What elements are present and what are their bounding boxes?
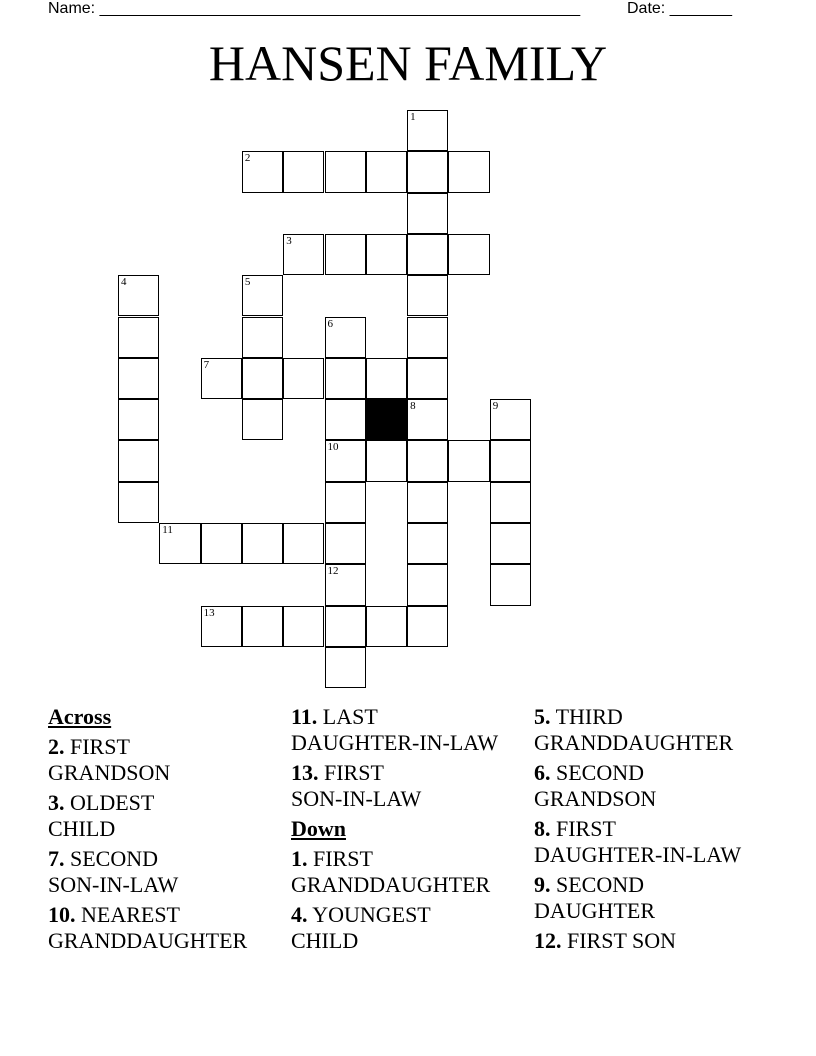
clue-number: 11.	[291, 704, 318, 729]
grid-cell[interactable]	[118, 275, 159, 316]
clue-text: THIRD	[555, 704, 623, 729]
grid-cell[interactable]	[407, 317, 448, 358]
clue-number: 3.	[48, 790, 65, 815]
grid-cell[interactable]	[490, 482, 531, 523]
grid-cell[interactable]	[325, 317, 366, 358]
clue-text-cont: GRANDDAUGHTER	[48, 928, 248, 953]
clue-number: 5.	[534, 704, 551, 729]
clue-text-cont: DAUGHTER	[534, 898, 655, 923]
clue-number: 13.	[291, 760, 319, 785]
cell-number: 13	[203, 606, 215, 619]
cell-number: 9	[492, 400, 499, 413]
grid-cell[interactable]	[118, 317, 159, 358]
grid-cell[interactable]	[366, 151, 407, 192]
clue-across-10	[48, 902, 288, 954]
clue-text: FIRST	[556, 816, 616, 841]
clue-number: 2.	[48, 734, 65, 759]
clue-down-4	[291, 902, 531, 954]
clue-text-cont: GRANDDAUGHTER	[291, 872, 491, 897]
grid-cell[interactable]	[407, 440, 448, 481]
clue-text-cont: CHILD	[291, 928, 359, 953]
cell-number: 2	[244, 152, 251, 165]
grid-cell[interactable]	[325, 564, 366, 605]
clue-down-8	[534, 816, 768, 868]
grid-cell[interactable]	[407, 399, 448, 440]
grid-cell[interactable]	[242, 523, 283, 564]
grid-cell[interactable]	[325, 234, 366, 275]
clues-column-2	[291, 704, 531, 958]
grid-cell[interactable]	[325, 440, 366, 481]
grid-cell[interactable]	[407, 482, 448, 523]
grid-cell[interactable]	[325, 482, 366, 523]
clue-text: YOUNGEST	[312, 902, 431, 927]
clue-text-cont: SON-IN-LAW	[48, 872, 179, 897]
grid-cell[interactable]	[407, 358, 448, 399]
name-field-label: Name: ______________________________________________________	[48, 0, 581, 17]
grid-cell[interactable]	[242, 275, 283, 316]
clue-text: FIRST SON	[567, 928, 677, 953]
grid-cell[interactable]	[325, 151, 366, 192]
grid-cell[interactable]	[407, 606, 448, 647]
grid-cell[interactable]	[283, 358, 324, 399]
grid-cell[interactable]	[283, 523, 324, 564]
grid-cell[interactable]	[242, 358, 283, 399]
cell-number: 8	[410, 400, 416, 413]
clue-text-cont: SON-IN-LAW	[291, 786, 422, 811]
clue-text: FIRST	[313, 846, 373, 871]
clue-across-3	[48, 790, 288, 842]
cell-number: 11	[162, 524, 173, 536]
cell-number: 5	[244, 276, 251, 289]
clue-text-cont: DAUGHTER-IN-LAW	[291, 730, 499, 755]
grid-cell[interactable]	[407, 193, 448, 234]
clue-text: FIRST	[324, 760, 384, 785]
grid-cell[interactable]	[118, 482, 159, 523]
cell-number: 10	[327, 441, 339, 454]
grid-cell[interactable]	[448, 234, 489, 275]
cell-number: 1	[410, 111, 416, 123]
clue-across-11	[291, 704, 531, 756]
down-heading: Down	[291, 816, 347, 841]
cell-number: 3	[286, 234, 292, 247]
grid-cell[interactable]	[407, 151, 448, 192]
grid-cell[interactable]	[201, 358, 242, 399]
clue-text-cont: CHILD	[48, 816, 116, 841]
grid-cell[interactable]	[366, 606, 407, 647]
clues-column-1	[48, 704, 288, 958]
grid-cell[interactable]	[242, 606, 283, 647]
grid-cell[interactable]	[490, 564, 531, 605]
grid-cell[interactable]	[490, 399, 531, 440]
grid-cell[interactable]	[407, 110, 448, 151]
grid-cell[interactable]	[325, 647, 366, 688]
grid-cell[interactable]	[325, 523, 366, 564]
clue-down-6	[534, 760, 768, 812]
grid-cell[interactable]	[201, 523, 242, 564]
clues-section	[48, 704, 768, 964]
clue-across-7	[48, 846, 288, 898]
grid-block	[366, 399, 407, 440]
clue-down-5	[534, 704, 768, 756]
clue-text: SECOND	[556, 872, 645, 897]
grid-cell[interactable]	[118, 440, 159, 481]
grid-cell[interactable]	[366, 358, 407, 399]
grid-cell[interactable]	[366, 234, 407, 275]
clue-text-cont: GRANDSON	[534, 786, 657, 811]
clue-across-2	[48, 734, 288, 786]
grid-cell[interactable]	[118, 358, 159, 399]
grid-cell[interactable]	[118, 399, 159, 440]
clue-text: NEAREST	[81, 902, 180, 927]
clue-text: LAST	[322, 704, 378, 729]
grid-cell[interactable]	[283, 234, 324, 275]
grid-cell[interactable]	[242, 151, 283, 192]
clue-text: SECOND	[70, 846, 159, 871]
grid-cell[interactable]	[490, 440, 531, 481]
grid-cell[interactable]	[407, 523, 448, 564]
cell-number: 4	[121, 276, 127, 289]
clue-number: 9.	[534, 872, 551, 897]
date-field-label: Date: _______	[627, 0, 732, 17]
across-heading: Across	[48, 704, 112, 729]
grid-cell[interactable]	[448, 440, 489, 481]
grid-cell[interactable]	[325, 358, 366, 399]
clue-number: 4.	[291, 902, 308, 927]
clue-down-1	[291, 846, 531, 898]
clues-column-3	[534, 704, 768, 958]
grid-cell[interactable]	[407, 234, 448, 275]
grid-cell[interactable]	[242, 317, 283, 358]
clue-down-9	[534, 872, 768, 924]
clue-text: FIRST	[70, 734, 130, 759]
puzzle-title: HANSEN FAMILY	[208, 35, 608, 91]
clue-text: OLDEST	[70, 790, 155, 815]
grid-cell[interactable]	[325, 399, 366, 440]
clue-number: 12.	[534, 928, 562, 953]
clue-number: 8.	[534, 816, 551, 841]
grid-cell[interactable]	[325, 606, 366, 647]
cell-number: 12	[327, 565, 339, 578]
cell-number: 7	[203, 358, 210, 371]
grid-cell[interactable]	[407, 564, 448, 605]
grid-cell[interactable]	[201, 606, 242, 647]
cell-number: 6	[327, 317, 333, 330]
grid-cell[interactable]	[407, 275, 448, 316]
clue-text-cont: DAUGHTER-IN-LAW	[534, 842, 742, 867]
clue-number: 10.	[48, 902, 76, 927]
grid-cell[interactable]	[490, 523, 531, 564]
clue-text: SECOND	[556, 760, 645, 785]
grid-cell[interactable]	[448, 151, 489, 192]
clue-across-13	[291, 760, 531, 812]
clue-text-cont: GRANDDAUGHTER	[534, 730, 734, 755]
clue-number: 7.	[48, 846, 65, 871]
grid-cell[interactable]	[366, 440, 407, 481]
grid-cell[interactable]	[242, 399, 283, 440]
clue-number: 1.	[291, 846, 308, 871]
clue-number: 6.	[534, 760, 551, 785]
clue-down-12	[534, 928, 768, 954]
grid-cell[interactable]	[159, 523, 200, 564]
grid-cell[interactable]	[283, 606, 324, 647]
clue-text-cont: GRANDSON	[48, 760, 171, 785]
grid-cell[interactable]	[283, 151, 324, 192]
